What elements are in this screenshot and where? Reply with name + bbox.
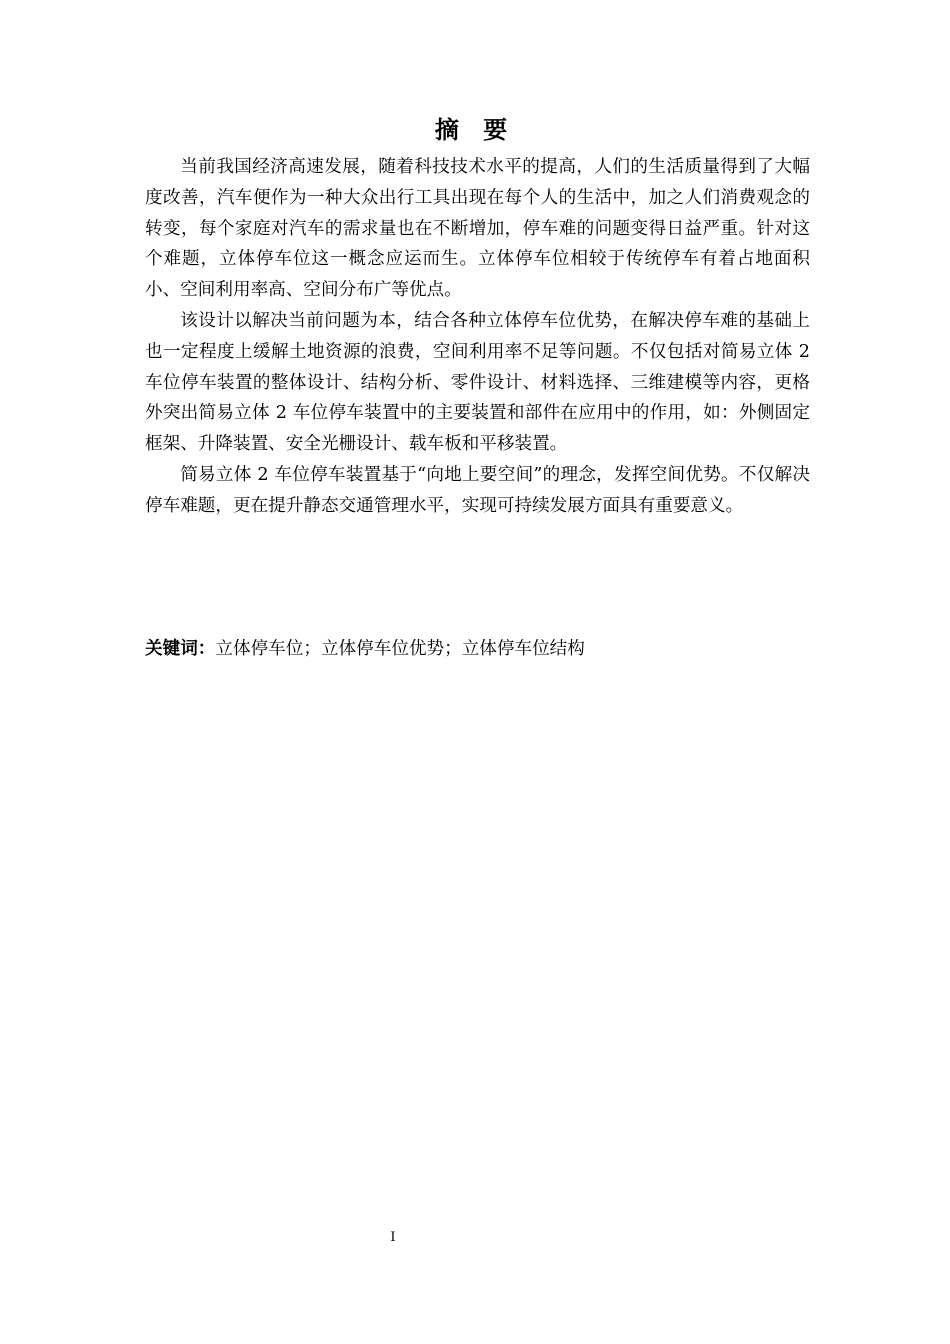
abstract-paragraph-1: 当前我国经济高速发展，随着科技技术水平的提高，人们的生活质量得到了大幅度改善，汽车便作为一种大众出行工具出现在每个人的生活中，加之人们消费观念的转变，每个家庭对汽车的需求量也在不断增加，停车难的问题变得日益严重。针对这个难题，立体停车位这一概念应运而生。立体停车位相较于传统停车有着占地面积小、空间利用率高、空间分布广等优点。 bbox=[145, 157, 810, 301]
keywords-value: 立体停车位；立体停车位优势；立体停车位结构 bbox=[215, 639, 585, 659]
keywords-line bbox=[145, 634, 810, 664]
abstract-paragraph-2: 该设计以解决当前问题为本，结合各种立体停车位优势，在解决停车难的基础上也一定程度上缓解土地资源的浪费，空间利用率不足等问题。不仅包括对简易立体 2 车位停车装置的整体设计、结构分析、零件设计、材料选择、三维建模等内容，更格外突出简易立体 2 车位停车装置中的主要装置和部件在应用中的作用，如：外侧固定框架、升降装置、安全光栅设计、载车板和平移装置。 bbox=[145, 310, 810, 455]
abstract-body bbox=[145, 152, 810, 522]
abstract-title: 摘 要 bbox=[434, 116, 516, 144]
page-number: I bbox=[390, 1230, 396, 1245]
abstract-paragraph-3: 简易立体 2 车位停车装置基于“向地上要空间”的理念，发挥空间优势。不仅解决停车难题，更在提升静态交通管理水平，实现可持续发展方面具有重要意义。 bbox=[145, 464, 810, 516]
keywords-label: 关键词： bbox=[145, 639, 216, 659]
